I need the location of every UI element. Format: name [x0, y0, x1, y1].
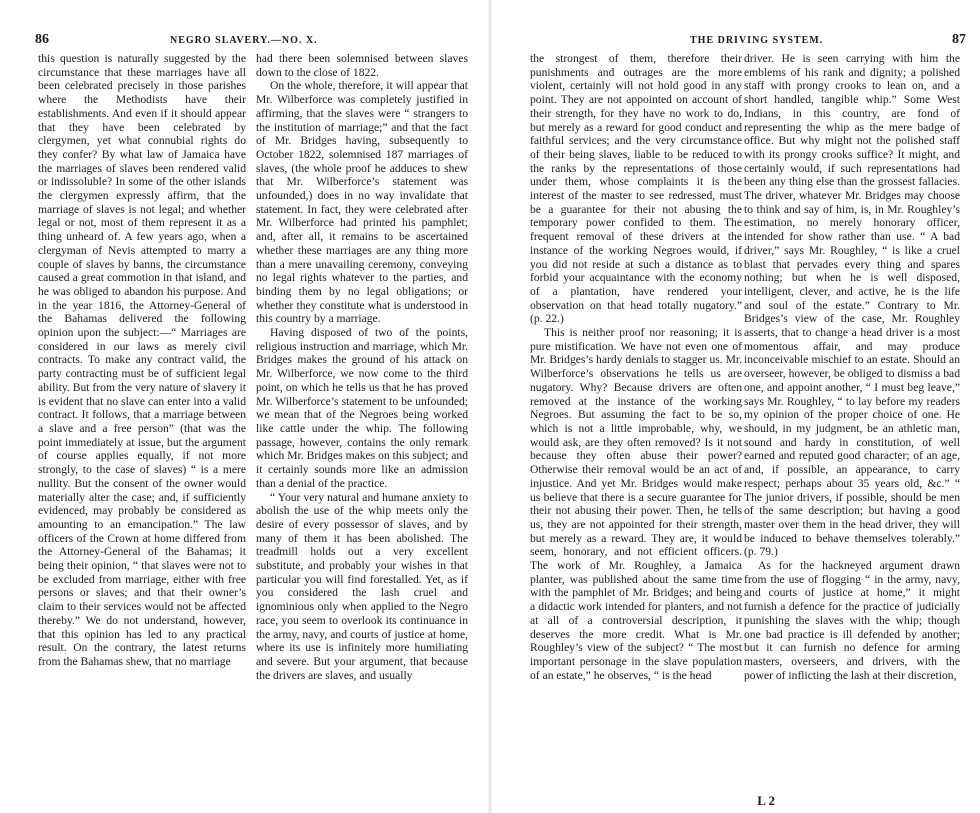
paragraph: As for the hackneyed argument drawn from the use of flogging “ in the army, navy, and courts of justice at home,” it might furnish a defence for the practice of judicially punishing the slaves with the whip; though one bad practice is ill defended by another; but it can furnish no defence for arming masters, overseers, and drivers, with the power of inflicting the lash at their discretion, — [744, 559, 960, 682]
text-column — [38, 52, 246, 800]
paragraph: this question is naturally suggested by the circumstance that these marriages have all been celebrated precisely in those parishes where the Methodists have their establishments. And even if it should appear that they have been celebrated by clergymen, yet what connubial rights do they confer? By what law of Jamaica have the marriages of slaves been rendered valid or indissoluble? In some of the other islands the clergymen expressly affirm, that the marriage of slaves is not legal; and whether legal or not, most of them represent it as a thing unheard of. A few years ago, when a clergyman of Nevis attempted to marry a couple of slaves by banns, the circumstance caused a great commotion in that island, and he was obliged to abandon his purpose. And in the year 1816, the Attorney-General of the Bahamas delivered the following opinion upon the subject:—“ Marriages are considered in our laws as merely civil contracts. To make any contract valid, the party contracting must be of sufficient legal ability. But from the very nature of slavery it is evident that no slave can enter into a valid contract. It follows, that a marriage between a slave and a free person” (that was the point immediately at issue, but the argument of course applies equally, if not more strongly, to the case of slaves) “ is a mere nullity. But the consent of the owner would materially alter the case; and, if sufficiently evidenced, may probably be considered as amounting to an emancipation.” The law officers of the Crown at home differed from the Attorney-General of the Bahamas; it being their opinion, “ that slaves were not to be excluded from marriage, either with free persons or slaves; and that their owner’s claim to their services would not be affected thereby.” We do not understand, however, that this opinion has led to any practical result. On the contrary, the latest returns from the Bahamas shew, that no marriage — [38, 52, 246, 668]
text-column — [256, 52, 468, 800]
paragraph: On the whole, therefore, it will appear that Mr. Wilberforce was completely justified in affirming, that the slaves were “ strangers to the institution of marriage;” and that the fact of Mr. Bridges having, subsequently to October 1822, solemnised 187 marriages of slaves, (the whole proof he adduces to shew that Mr. Wilberforce’s statement was unfounded,) does in no way invalidate that statement. In fact, they were celebrated after Mr. Wilberforce had printed his pamphlet; and, after all, it remains to be ascertained whether these marriages are any thing more than a mere unavailing ceremony, conveying no legal rights whatever to the parties, and binding them by no legal obligations; or whether they constitute what is understood in this country by a marriage. — [256, 79, 468, 326]
text-column — [530, 52, 742, 800]
paragraph: the strongest of them, therefore their punishments and outrages are the more violent, certainly will not hold good in any point. They are not appointed on account of their strength, for they have no work to do, but merely as a reward for good conduct and faithful services; and the very circumstance of their being slaves, liable to be reduced to the ranks by the representations of those under them, whose complaints it is the interest of the master to see redressed, must be a guarantee for their not abusing the temporary power confided to them. The frequent removal of these drivers at the instance of the working Negroes would, if you did not reside at such a distance as to forbid your acquaintance with the economy of a plantation, have rendered your observation on that head totally nugatory.” (p. 22.) — [530, 52, 742, 326]
paragraph: Having disposed of two of the points, religious instruction and marriage, which Mr. Bridges makes the ground of his attack on Mr. Wilberforce, we now come to the third point, on which he tells us that he has proved Mr. Wilberforce’s statement to be unfounded; we mean that of the Negroes being worked like cattle under the whip. The following passage, however, contains the only remark which Mr. Bridges makes on this subject; and it certainly sounds more like an admission than a denial of the practice. — [256, 326, 468, 490]
text-column — [744, 52, 960, 800]
right-page-header — [490, 32, 980, 52]
signature-mark: L 2 — [757, 793, 775, 808]
paragraph: had there been solemnised between slaves down to the close of 1822. — [256, 52, 468, 79]
paragraph: driver. He is seen carrying with him the emblems of his rank and dignity; a polished staff with prongy crooks to lean on, and a short handled, tangible whip.” Some West Indians, in this country, are fond of representing the whip as the mere badge of office. But why might not the polished staff with its prongy crooks suffice? It might, and certainly would, if such representations had been any thing else than the grossest fallacies. The driver, whatever Mr. Bridges may choose to think and say of him, is, in Mr. Roughley’s estimation, no merely honorary officer, intended for show rather than use. “ A bad driver,” says Mr. Roughley, “ is like a cruel blast that pervades every thing and spares nothing; but when he is well disposed, intelligent, clever, and active, he is the life and soul of the estate.” Contrary to Mr. Bridges’s view of the case, Mr. Roughley asserts, that to change a head driver is a most momentous affair, and may produce inconceivable mischief to an estate. Should an overseer, however, be obliged to dismiss a bad one, and appoint another, “ I must beg leave,” says Mr. Roughley, “ to lay before my readers my opinion of the proper choice of one. He should, in my judgment, be an athletic man, sound and hardy in constitution, of well earned and reputed good character; of an age, and, if possible, an appearance, to carry respect; perhaps about 35 years old, &c.” “ The junior drivers, if possible, should be men of the same description; but having a good master over them in the head driver, they will be induced to behave themselves tolerably.” (p. 79.) — [744, 52, 960, 559]
paragraph: This is neither proof nor reasoning; it is pure mistification. We have not even one of Mr. Bridges’s hardy denials to stagger us. Mr. Wilberforce’s observations he tells us are nugatory. Why? Because drivers are often removed at the instance of the working Negroes. But assuming the fact to be so, which is not a little improbable, why, we would ask, are they often removed? Is it not because they often abuse their power? Otherwise their removal would be an act of injustice. And yet Mr. Bridges would make us believe that there is a secure guarantee for their not abusing their power. Then, he tells us, they are not appointed for their strength, but merely as a reward. They are, it would seem, honorary, and not efficient officers. The work of Mr. Roughley, a Jamaica planter, was published about the same time with the pamphlet of Mr. Bridges; and being a didactic work intended for planters, and not at all of a controversial description, it deserves the more credit. What is Mr. Roughley’s view of the subject? “ The most important personage in the slave population of an estate,” he observes, “ is the head — [530, 326, 742, 682]
paragraph: “ Your very natural and humane anxiety to abolish the use of the whip meets only the desire of every possessor of slaves, and by many of them it has been abolished. The treadmill holds out a very excellent substitute, and probably your wishes in that particular you will find forestalled. Yet, as if you considered the lash cruel and ignominious only when applied to the Negro race, you seem to overlook its continuance in the army, navy, and courts of justice at home, where its use is infinitely more humiliating and severe. But your argument, that because the drivers are slaves, and usually — [256, 490, 468, 682]
running-head: THE DRIVING SYSTEM. — [690, 35, 824, 46]
running-head: NEGRO SLAVERY.—NO. X. — [170, 35, 318, 46]
page-number: 87 — [952, 32, 966, 47]
right-page — [490, 0, 980, 813]
left-page-header — [0, 32, 490, 52]
page-number: 86 — [35, 32, 49, 47]
